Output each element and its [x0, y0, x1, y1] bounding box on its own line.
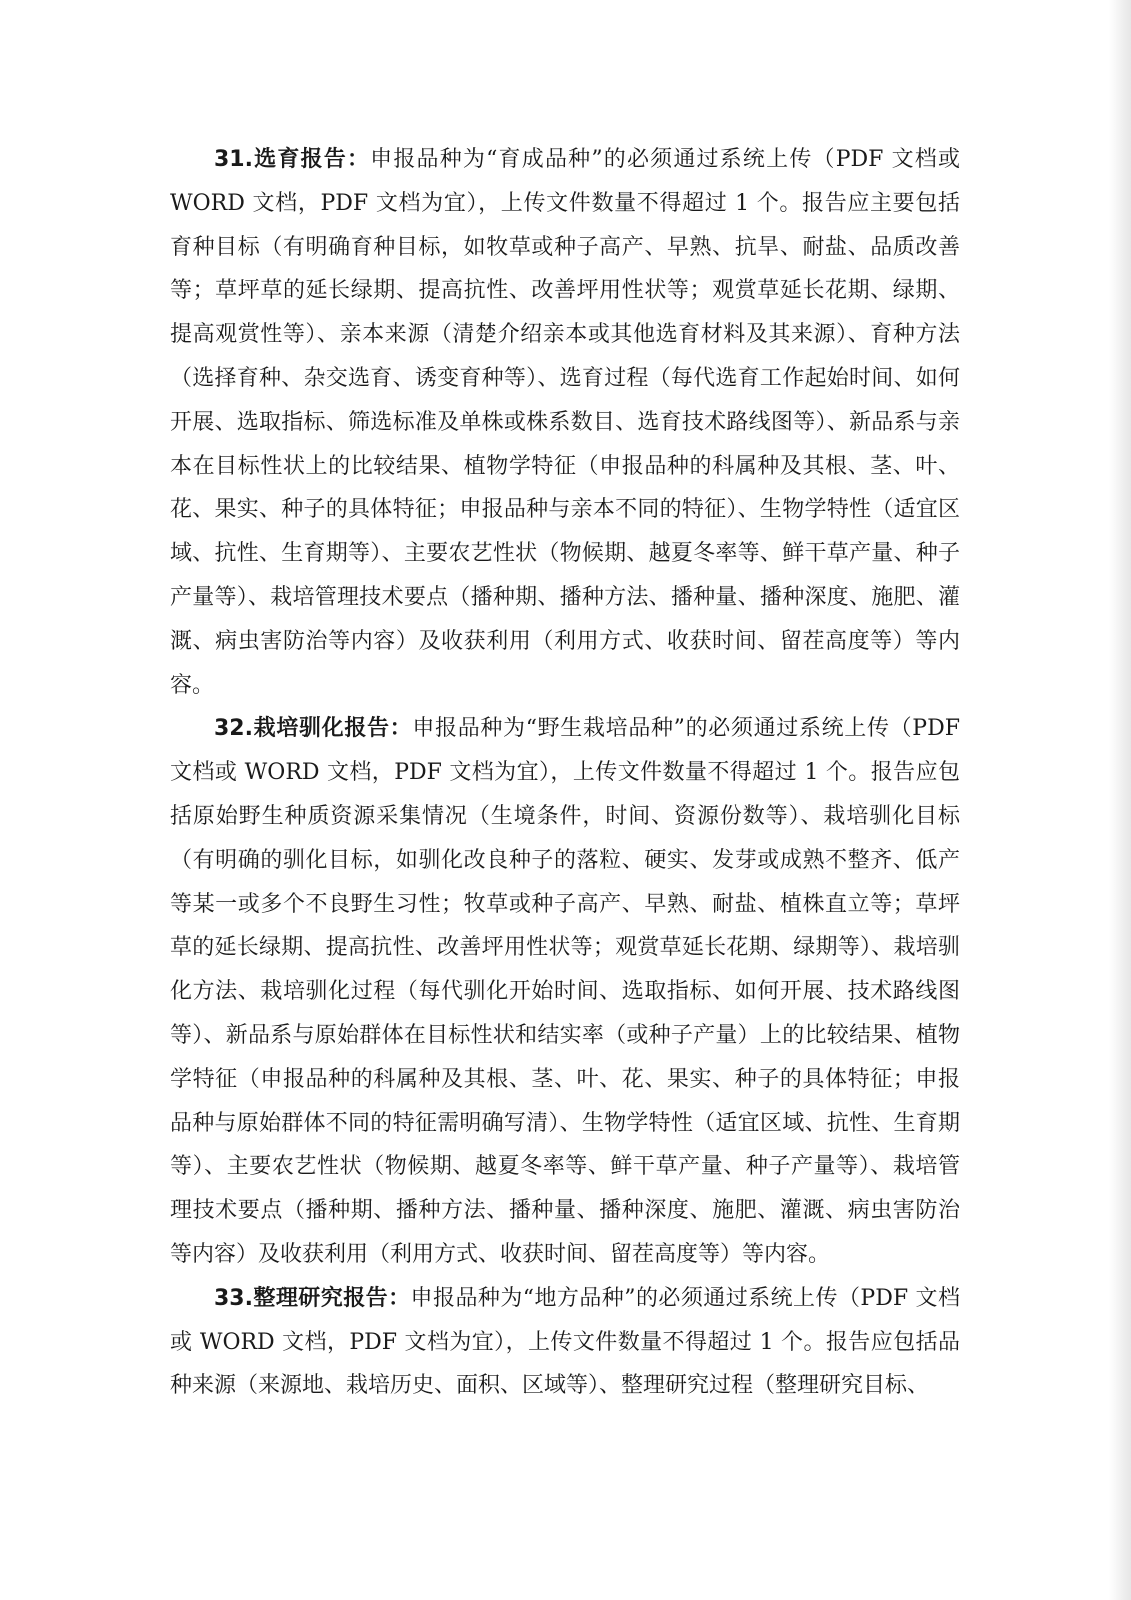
- page-edge-shadow: [1109, 0, 1131, 1600]
- section-31-text: 申报品种为“育成品种”的必须通过系统上传（PDF 文档或 WORD 文档，PDF 文档为宜），上传文件数量不得超过 1 个。报告应主要包括育种目标（有明确育种目标，如牧草或种子高产、早熟、抗旱、耐盐、品质改善等；草坪草的延长绿期、提高抗性、改善坪用性状等；观赏草延长花期、绿期、提高观赏性等）、亲本来源（清楚介绍亲本或其他选育材料及其来源）、育种方法（选择育种、杂交选育、诱变育种等）、选育过程（每代选育工作起始时间、如何开展、选取指标、筛选标准及单株或株系数目、选育技术路线图等）、新品系与亲本在目标性状上的比较结果、植物学特征（申报品种的科属种及其根、茎、叶、花、果实、种子的具体特征；申报品种与亲本不同的特征）、生物学特性（适宜区域、抗性、生育期等）、主要农艺性状（物候期、越夏冬率等、鲜干草产量、种子产量等）、栽培管理技术要点（播种期、播种方法、播种量、播种深度、施肥、灌溉、病虫害防治等内容）及收获利用（利用方式、收获时间、留茬高度等）等内容。: [170, 147, 960, 698]
- section-33-paragraph: [170, 1277, 960, 1408]
- section-31-heading: 31.选育报告：: [214, 147, 371, 172]
- section-32-paragraph: [170, 707, 960, 1276]
- section-33-heading: 33.整理研究报告：: [214, 1285, 411, 1311]
- section-32-text: 申报品种为“野生栽培品种”的必须通过系统上传（PDF 文档或 WORD 文档，PDF 文档为宜），上传文件数量不得超过 1 个。报告应包括原始野生种质资源采集情况（生境条件，时间、资源份数等）、栽培驯化目标（有明确的驯化目标，如驯化改良种子的落粒、硬实、发芽或成熟不整齐、低产等某一或多个不良野生习性；牧草或种子高产、早熟、耐盐、植株直立等；草坪草的延长绿期、提高抗性、改善坪用性状等；观赏草延长花期、绿期等）、栽培驯化方法、栽培驯化过程（每代驯化开始时间、选取指标、如何开展、技术路线图等）、新品系与原始群体在目标性状和结实率（或种子产量）上的比较结果、植物学特征（申报品种的科属种及其根、茎、叶、花、果实、种子的具体特征；申报品种与原始群体不同的特征需明确写清）、生物学特性（适宜区域、抗性、生育期等）、主要农艺性状（物候期、越夏冬率等、鲜干草产量、种子产量等）、栽培管理技术要点（播种期、播种方法、播种量、播种深度、施肥、灌溉、病虫害防治等内容）及收获利用（利用方式、收获时间、留茬高度等）等内容。: [170, 716, 961, 1267]
- section-31-paragraph: [170, 138, 960, 707]
- section-32-heading: 32.栽培驯化报告：: [214, 716, 413, 742]
- document-body: [170, 138, 960, 1408]
- section-33-text: 申报品种为“地方品种”的必须通过系统上传（PDF 文档或 WORD 文档，PDF 文档为宜），上传文件数量不得超过 1 个。报告应包括品种来源（来源地、栽培历史、面积、区域等）、整理研究过程（整理研究目标、: [170, 1285, 960, 1399]
